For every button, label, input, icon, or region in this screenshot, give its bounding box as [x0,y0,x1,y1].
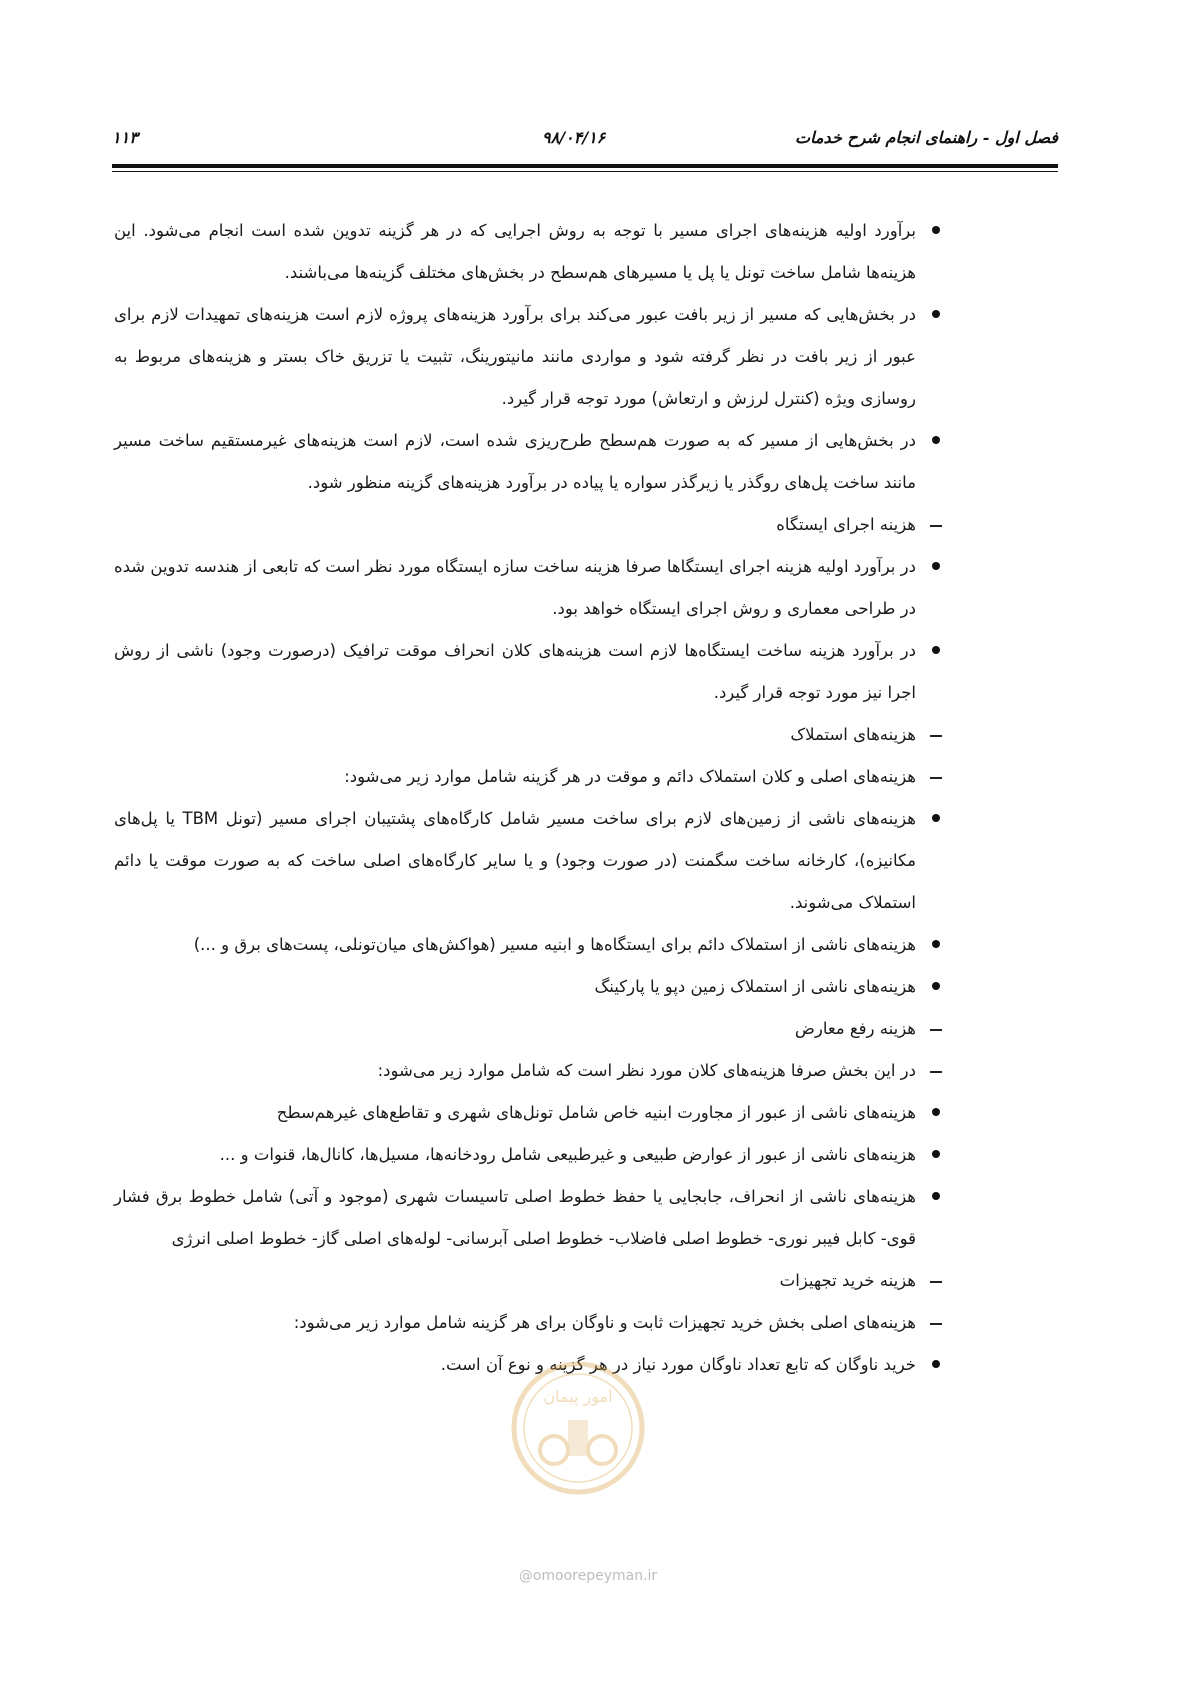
list-item: هزینه‌های ناشی از استملاک زمین دپو یا پارکینگ [114,966,944,1008]
page-number: ۱۱۳ [112,128,138,147]
section-heading: هزینه اجرای ایستگاه [114,504,944,546]
section-heading: هزینه‌های استملاک [114,714,944,756]
list-item: هزینه‌های ناشی از انحراف، جابجایی یا حفظ خطوط اصلی تاسیسات شهری (موجود و آتی) شامل خطوط برق فشار قوی- کابل فیبر نوری- خطوط اصلی فاضلاب- خطوط اصلی آبرسانی- لوله‌های اصلی گاز- خطوط اصلی انرژی [114,1176,944,1260]
list-item: در برآورد هزینه ساخت ایستگاه‌ها لازم است هزینه‌های کلان انحراف موقت ترافیک (درصورت وجود) ناشی از روش اجرا نیز مورد توجه قرار گیرد. [114,630,944,714]
list-item: در بخش‌هایی از مسیر که به صورت هم‌سطح طرح‌ریزی شده است، لازم است هزینه‌های غیرمستقیم ساخت مسیر مانند ساخت پل‌های روگذر یا زیرگذر سواره یا پیاده در برآورد هزینه‌های گزینه منظور شود. [114,420,944,504]
section-intro: هزینه‌های اصلی و کلان استملاک دائم و موقت در هر گزینه شامل موارد زیر می‌شود: [114,756,944,798]
section-heading: هزینه خرید تجهیزات [114,1260,944,1302]
section-heading: هزینه رفع معارض [114,1008,944,1050]
list-item: در بخش‌هایی که مسیر از زیر بافت عبور می‌کند برای برآورد هزینه‌های پروژه لازم است هزینه‌های تمهیدات لازم برای عبور از زیر بافت در نظر گرفته شود و مواردی مانند مانیتورینگ، تثبیت یا تزریق خاک بستر و هزینه‌های مربوط به روسازی ویژه (کنترل لرزش و ارتعاش) مورد توجه قرار گیرد. [114,294,944,420]
list-item: هزینه‌های ناشی از عبور از عوارض طبیعی و غیرطبیعی شامل رودخانه‌ها، مسیل‌ها، کانال‌ها، قنوات و ... [114,1134,944,1176]
list-item: در برآورد اولیه هزینه اجرای ایستگاها صرفا هزینه ساخت سازه ایستگاه مورد نظر است که تابعی از هندسه تدوین شده در طراحی معماری و روش اجرای ایستگاه خواهد بود. [114,546,944,630]
header-rule-thin [112,171,1058,172]
list-item: هزینه‌های ناشی از زمین‌های لازم برای ساخت مسیر شامل کارگاه‌های پشتیبان اجرای مسیر (تونل TBM یا پل‌های مکانیزه)، کارخانه ساخت سگمنت (در صورت وجود) و یا سایر کارگاه‌های اصلی ساخت که به صورت موقت یا دائم استملاک می‌شوند. [114,798,944,924]
list-item: هزینه‌های ناشی از عبور از مجاورت ابنیه خاص شامل تونل‌های شهری و تقاطع‌های غیرهم‌سطح [114,1092,944,1134]
page-header [112,128,1058,158]
list-item: برآورد اولیه هزینه‌های اجرای مسیر با توجه به روش اجرایی که در هر گزینه تدوین شده است انجام می‌شود. این هزینه‌ها شامل ساخت تونل یا پل یا مسیرهای هم‌سطح در بخش‌های مختلف گزینه‌ها می‌باشند. [114,210,944,294]
section-intro: در این بخش صرفا هزینه‌های کلان مورد نظر است که شامل موارد زیر می‌شود: [114,1050,944,1092]
header-rule-thick [112,164,1058,168]
chapter-title: فصل اول - راهنمای انجام شرح خدمات [795,128,1058,147]
header-date: ۹۸/۰۴/۱۶ [542,128,606,147]
section-intro: هزینه‌های اصلی بخش خرید تجهیزات ثابت و ناوگان برای هر گزینه شامل موارد زیر می‌شود: [114,1302,944,1344]
list-item: هزینه‌های ناشی از استملاک دائم برای ایستگاه‌ها و ابنیه مسیر (هواکش‌های میان‌تونلی، پست‌های برق و ...) [114,924,944,966]
document-body [114,210,944,1386]
watermark-site: @omoorepeyman.ir [518,1568,658,1584]
watermark-logo-text: امور پیمان [543,1387,613,1406]
list-item: خرید ناوگان که تابع تعداد ناوگان مورد نیاز در هر گزینه و نوع آن است. [114,1344,944,1386]
